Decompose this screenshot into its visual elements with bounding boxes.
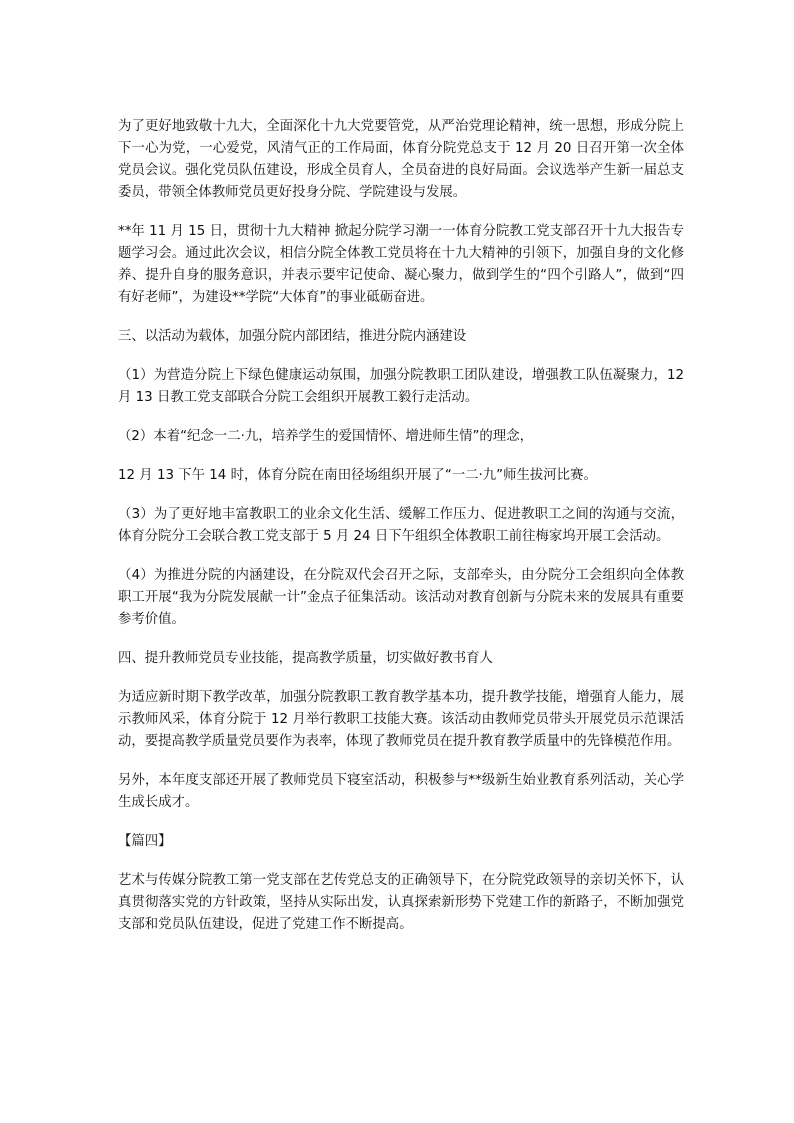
document-body bbox=[118, 116, 684, 953]
paragraph-first-party-meeting: 为了更好地致敬十九大，全面深化十九大党要管党，从严治党理论精神，统一思想，形成分院上下一心为党，一心爱党，风清气正的工作局面，体育分院党总支于 12 月 20 日召开第一次全体党员会议。强化党员队伍建设，形成全员育人，全员奋进的良好局面。会议选举产生新一届总支委员，带领全体教师党员更好投身分院、学院建设与发展。 bbox=[118, 119, 684, 200]
paragraph-art-media-branch: 艺术与传媒分院教工第一党支部在艺传党总支的正确领导下，在分院党政领导的亲切关怀下，认真贯彻落实党的方针政策，坚持从实际出发，认真探索新形势下党建工作的新路子，不断加强党支部和党员队伍建设，促进了党建工作不断提高。 bbox=[118, 873, 684, 932]
section-heading-three: 三、以活动为载体，加强分院内部团结，推进分院内涵建设 bbox=[118, 329, 467, 344]
paragraph-item-3: （3）为了更好地丰富教职工的业余文化生活、缓解工作压力、促进教职工之间的沟通与交流，体育分院分工会联合教工党支部于 5 月 24 日下午组织全体教职工前往梅家坞开展工会活动。 bbox=[118, 507, 684, 544]
paragraph-item-4: （4）为推进分院的内涵建设，在分院双代会召开之际，支部牵头，由分院分工会组织向全体教职工开展“我为分院发展献一计”金点子征集活动。该活动对教育创新与分院未来的发展具有重要参考价值。 bbox=[118, 568, 684, 627]
paragraph-tug-of-war: 12 月 13 下午 14 时，体育分院在南田径场组织开展了“一二·九”师生拔河比赛。 bbox=[118, 468, 597, 483]
paragraph-study-session: **年 11 月 15 日，贯彻十九大精神 掀起分院学习潮一一体育分院教工党支部召开十九大报告专题学习会。通过此次会议，相信分院全体教工党员将在十九大精神的引领下，加强自身的文化修养、提升自身的服务意识，并表示要牢记使命、凝心聚力，做到学生的“四个引路人”，做到“四有好老师”，为建设**学院“大体育”的事业砥砺奋进。 bbox=[118, 224, 684, 305]
paragraph-item-1: （1）为营造分院上下绿色健康运动氛围，加强分院教职工团队建设，增强教工队伍凝聚力，12 月 13 日教工党支部联合分院工会组织开展教工毅行走活动。 bbox=[118, 368, 684, 405]
chapter-heading-part-four: 【篇四】 bbox=[118, 834, 172, 849]
paragraph-item-2: （2）本着“纪念一二·九，培养学生的爱国情怀、增进师生情”的理念， bbox=[118, 429, 533, 444]
section-heading-four: 四、提升教师党员专业技能，提高教学质量，切实做好教书育人 bbox=[118, 651, 493, 666]
paragraph-dorm-activity: 另外，本年度支部还开展了教师党员下寝室活动，积极参与**级新生始业教育系列活动，关心学生成长成才。 bbox=[118, 773, 684, 810]
paragraph-skills-contest: 为适应新时期下教学改革，加强分院教职工教育教学基本功，提升教学技能，增强育人能力，展示教师风采，体育分院于 12 月举行教职工技能大赛。该活动由教师党员带头开展党员示范课活动，要提高教学质量党员要作为表率，体现了教师党员在提升教育教学质量中的先锋模范作用。 bbox=[118, 690, 684, 749]
